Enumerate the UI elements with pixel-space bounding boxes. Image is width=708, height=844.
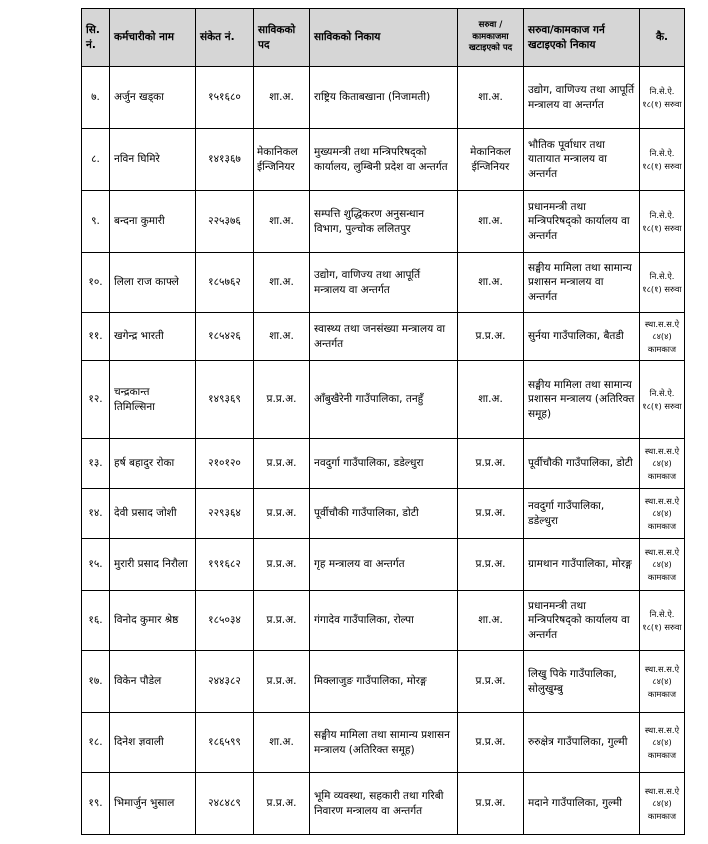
table-row (82, 773, 685, 835)
header-remark: कै. (640, 9, 685, 67)
row-new-office: उद्योग, वाणिज्य तथा आपूर्ति मन्त्रालय वा अन्तर्गत (524, 67, 640, 129)
row-remark: स्था.स.स.ऐ ८४(४) कामकाज (640, 313, 685, 361)
row-name: विकेन पौडेल (110, 651, 196, 713)
table-row (82, 313, 685, 361)
row-remark: स्था.स.स.ऐ ८४(४) कामकाज (640, 439, 685, 489)
row-prev-office: उद्योग, वाणिज्य तथा आपूर्ति मन्त्रालय वा अन्तर्गत (310, 253, 458, 313)
row-prev-office: राष्ट्रिय किताबखाना (निजामती) (310, 67, 458, 129)
row-prev-office: भूमि व्यवस्था, सहकारी तथा गरिबी निवारण मन्त्रालय वा अन्तर्गत (310, 773, 458, 835)
row-remark: नि.से.ऐ. १८(१) सरुवा (640, 129, 685, 191)
row-sn: ११. (82, 313, 110, 361)
row-remark: स्था.स.स.ऐ ८४(४) कामकाज (640, 489, 685, 539)
row-name: विनोद कुमार श्रेष्ठ (110, 591, 196, 651)
row-code: १८५४२६ (196, 313, 254, 361)
row-prev-office: मिक्लाजुङ गाउँपालिका, मोरङ्ग (310, 651, 458, 713)
table-row (82, 489, 685, 539)
row-new-post: प्र.प्र.अ. (458, 313, 524, 361)
row-remark: नि.से.ऐ. १८(१) सरुवा (640, 361, 685, 439)
row-prev-post: प्र.प्र.अ. (254, 539, 310, 591)
row-new-office: रुरुक्षेत्र गाउँपालिका, गुल्मी (524, 713, 640, 773)
row-new-office: सुर्नया गाउँपालिका, बैतडी (524, 313, 640, 361)
row-remark: नि.से.ऐ. १८(१) सरुवा (640, 67, 685, 129)
table-row (82, 361, 685, 439)
row-sn: १४. (82, 489, 110, 539)
row-code: १८६५९९ (196, 713, 254, 773)
row-sn: ७. (82, 67, 110, 129)
row-sn: १८. (82, 713, 110, 773)
row-code: २२५३७६ (196, 191, 254, 253)
row-sn: १३. (82, 439, 110, 489)
header-new-office: सरुवा/कामकाज गर्न खटाइएको निकाय (524, 9, 640, 67)
row-prev-office: आँबुखैरेनी गाउँपालिका, तनहुँ (310, 361, 458, 439)
table-row (82, 539, 685, 591)
row-new-post: प्र.प्र.अ. (458, 713, 524, 773)
row-new-post: शा.अ. (458, 253, 524, 313)
row-prev-office: गंगादेव गाउँपालिका, रोल्पा (310, 591, 458, 651)
row-sn: १६. (82, 591, 110, 651)
row-sn: १९. (82, 773, 110, 835)
row-sn: ८. (82, 129, 110, 191)
row-prev-office: मुख्यमन्त्री तथा मन्त्रिपरिषद्को कार्यालय, लुम्बिनी प्रदेश वा अन्तर्गत (310, 129, 458, 191)
row-new-office: पूर्वीचौकी गाउँपालिका, डोटी (524, 439, 640, 489)
row-new-office: नवदुर्गा गाउँपालिका, डडेल्धुरा (524, 489, 640, 539)
row-name: नविन घिमिरे (110, 129, 196, 191)
header-prev-office: साविकको निकाय (310, 9, 458, 67)
row-new-post: शा.अ. (458, 191, 524, 253)
row-new-post: शा.अ. (458, 591, 524, 651)
row-sn: १५. (82, 539, 110, 591)
row-code: २४८४८९ (196, 773, 254, 835)
row-prev-office: पूर्वीचौकी गाउँपालिका, डोटी (310, 489, 458, 539)
row-code: १९१६८२ (196, 539, 254, 591)
row-name: देवी प्रसाद जोशी (110, 489, 196, 539)
row-name: मुरारी प्रसाद निरौला (110, 539, 196, 591)
row-prev-office: नवदुर्गा गाउँपालिका, डडेल्धुरा (310, 439, 458, 489)
row-new-post: प्र.प्र.अ. (458, 773, 524, 835)
row-name: चन्द्रकान्त तिमिल्सिना (110, 361, 196, 439)
row-code: १५१६८० (196, 67, 254, 129)
row-name: खगेन्द्र भारती (110, 313, 196, 361)
row-prev-post: मेकानिकल ईन्जिनियर (254, 129, 310, 191)
row-prev-post: शा.अ. (254, 253, 310, 313)
table-row (82, 253, 685, 313)
row-new-office: सङ्घीय मामिला तथा सामान्य प्रशासन मन्त्रालय (अतिरिक्त समूह) (524, 361, 640, 439)
row-new-post: प्र.प्र.अ. (458, 489, 524, 539)
table-row (82, 67, 685, 129)
row-prev-office: स्वास्थ्य तथा जनसंख्या मन्त्रालय वा अन्तर्गत (310, 313, 458, 361)
row-prev-post: प्र.प्र.अ. (254, 361, 310, 439)
row-prev-post: प्र.प्र.अ. (254, 489, 310, 539)
row-remark: स्था.स.स.ऐ ८४(४) कामकाज (640, 713, 685, 773)
row-remark: स्था.स.स.ऐ ८४(४) कामकाज (640, 539, 685, 591)
row-prev-post: प्र.प्र.अ. (254, 773, 310, 835)
table-row (82, 129, 685, 191)
row-new-post: प्र.प्र.अ. (458, 439, 524, 489)
table-row (82, 651, 685, 713)
row-new-office: प्रधानमन्त्री तथा मन्त्रिपरिषद्को कार्यालय वा अन्तर्गत (524, 591, 640, 651)
row-new-post: शा.अ. (458, 67, 524, 129)
row-new-office: लिखु पिके गाउँपालिका, सोलुखुम्बु (524, 651, 640, 713)
row-prev-post: प्र.प्र.अ. (254, 439, 310, 489)
row-new-office: ग्रामथान गाउँपालिका, मोरङ्ग (524, 539, 640, 591)
transfer-table (81, 8, 685, 835)
row-sn: १७. (82, 651, 110, 713)
row-new-office: सङ्घीय मामिला तथा सामान्य प्रशासन मन्त्रालय वा अन्तर्गत (524, 253, 640, 313)
row-new-office: मदाने गाउँपालिका, गुल्मी (524, 773, 640, 835)
header-sn: सि. नं. (82, 9, 110, 67)
row-prev-post: शा.अ. (254, 713, 310, 773)
table-row (82, 591, 685, 651)
row-prev-post: शा.अ. (254, 191, 310, 253)
row-code: २१०१२० (196, 439, 254, 489)
row-remark: नि.से.ऐ. १८(१) सरुवा (640, 191, 685, 253)
table-row (82, 439, 685, 489)
row-new-office: प्रधानमन्त्री तथा मन्त्रिपरिषद्को कार्यालय वा अन्तर्गत (524, 191, 640, 253)
row-new-post: मेकानिकल ईन्जिनियर (458, 129, 524, 191)
row-code: १४१३६७ (196, 129, 254, 191)
header-prev-post: साविकको पद (254, 9, 310, 67)
row-name: दिनेश ज्ञवाली (110, 713, 196, 773)
row-code: २४४३८२ (196, 651, 254, 713)
row-new-post: शा.अ. (458, 361, 524, 439)
row-new-post: प्र.प्र.अ. (458, 651, 524, 713)
row-remark: स्था.स.स.ऐ ८४(४) कामकाज (640, 773, 685, 835)
row-new-office: भौतिक पूर्वाधार तथा यातायात मन्त्रालय वा अन्तर्गत (524, 129, 640, 191)
header-code: संकेत नं. (196, 9, 254, 67)
row-prev-post: शा.अ. (254, 67, 310, 129)
row-prev-office: गृह मन्त्रालय वा अन्तर्गत (310, 539, 458, 591)
row-prev-office: सङ्घीय मामिला तथा सामान्य प्रशासन मन्त्रालय (अतिरिक्त समूह) (310, 713, 458, 773)
row-prev-post: प्र.प्र.अ. (254, 591, 310, 651)
row-sn: १०. (82, 253, 110, 313)
table-row (82, 713, 685, 773)
table-row (82, 191, 685, 253)
row-remark: नि.से.ऐ. १८(१) सरुवा (640, 253, 685, 313)
row-name: बन्दना कुमारी (110, 191, 196, 253)
row-remark: नि.से.ऐ. १८(१) सरुवा (640, 591, 685, 651)
header-row (82, 9, 685, 67)
row-code: १८५७६२ (196, 253, 254, 313)
row-name: लिला राज काफ्ले (110, 253, 196, 313)
row-prev-post: प्र.प्र.अ. (254, 651, 310, 713)
row-code: १८५०३४ (196, 591, 254, 651)
row-prev-post: शा.अ. (254, 313, 310, 361)
row-name: अर्जुन खड्का (110, 67, 196, 129)
row-name: हर्ष बहादुर रोका (110, 439, 196, 489)
row-prev-office: सम्पत्ति शुद्धिकरण अनुसन्धान विभाग, पुल्चोक ललितपुर (310, 191, 458, 253)
row-remark: स्था.स.स.ऐ ८४(४) कामकाज (640, 651, 685, 713)
row-code: १४९३६९ (196, 361, 254, 439)
row-new-post: प्र.प्र.अ. (458, 539, 524, 591)
row-name: भिमार्जुन भुसाल (110, 773, 196, 835)
row-code: २२९३६४ (196, 489, 254, 539)
header-name: कर्मचारीको नाम (110, 9, 196, 67)
row-sn: ९. (82, 191, 110, 253)
row-sn: १२. (82, 361, 110, 439)
header-new-post: सरुवा / कामकाजमा खटाइएको पद (458, 9, 524, 67)
